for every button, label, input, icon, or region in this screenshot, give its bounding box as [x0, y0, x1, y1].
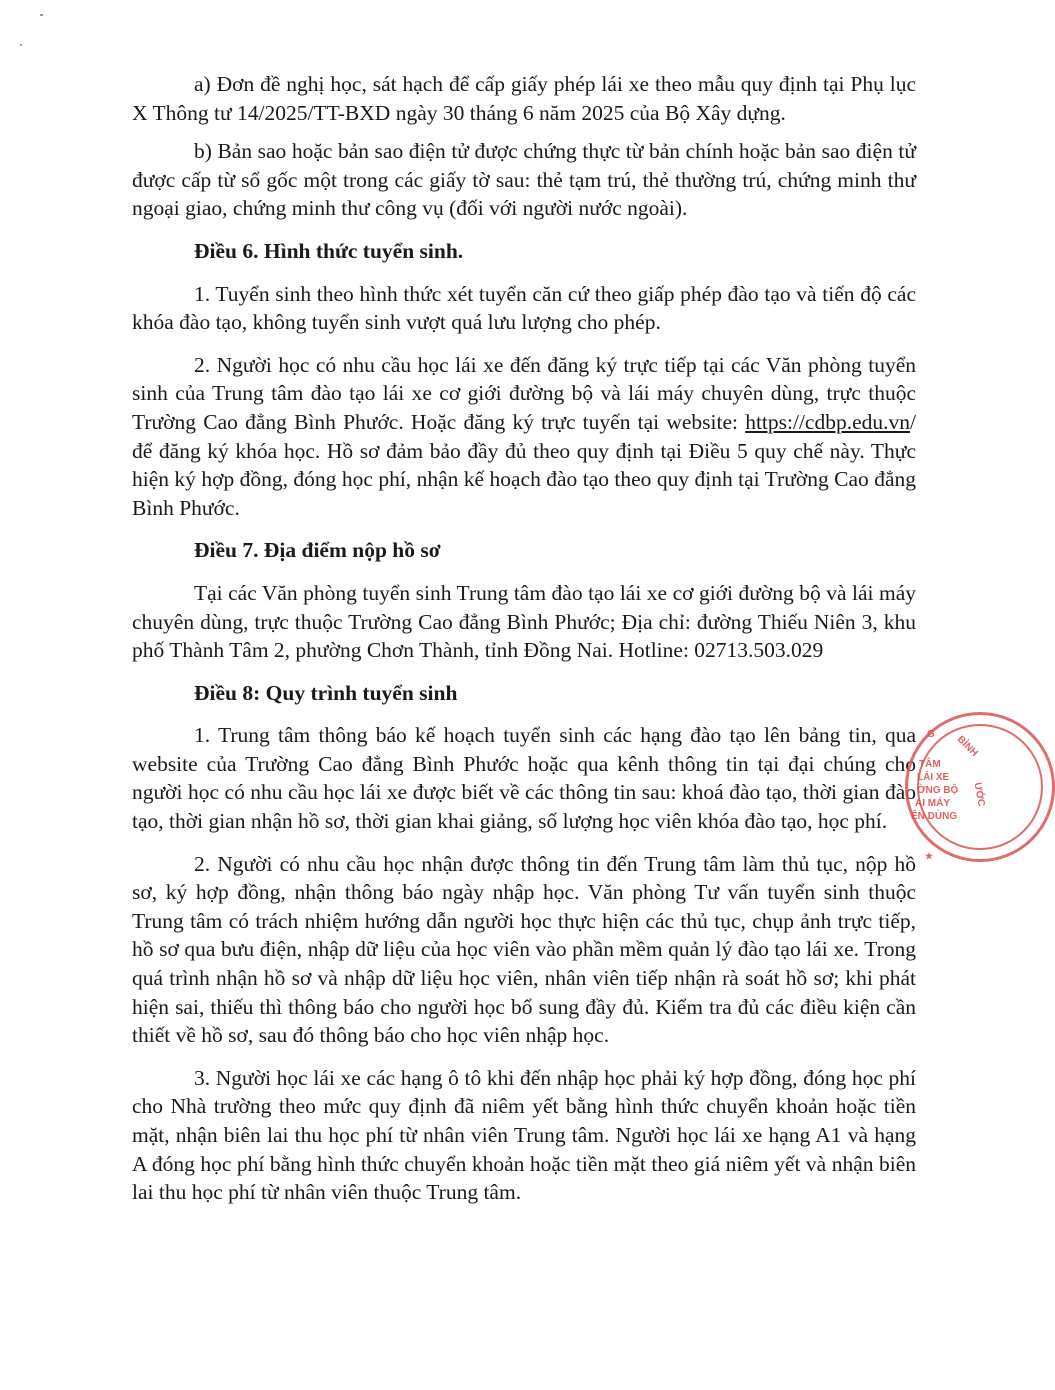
article-8-clause-1: 1. Trung tâm thông báo kế hoạch tuyển sinh các hạng đào tạo lên bảng tin, qua website của Trường Cao đẳng Bình Phước hoặc qua kênh thông tin tại đại chúng cho người học có nhu cầu học lái xe được biết về các thông tin sau: khoá đào tạo, thời gian đào tạo, thời gian nhận hồ sơ, thời gian khai giảng, số lượng học viên khóa đào tạo, học phí. [132, 723, 916, 834]
article-6-heading: Điều 6. Hình thức tuyển sinh. [194, 238, 464, 263]
document-body [132, 70, 916, 1221]
article-8-clause-2: 2. Người có nhu cầu học nhận được thông tin đến Trung tâm làm thủ tục, nộp hồ sơ, ký hợp đồng, nhận thông báo ngày nhập học. Văn phòng Tư vấn tuyển sinh thuộc Trung tâm có trách nhiệm hướng dẫn người học thực hiện các thủ tục, chụp ảnh trực tiếp, hồ sơ qua bưu điện, nhập dữ liệu của học viên vào phần mềm quản lý đào tạo lái xe. Trong quá trình nhận hồ sơ và nhập dữ liệu học viên, nhân viên tiếp nhận rà soát hồ sơ; khi phát hiện sai, thiếu thì thông báo cho người học bổ sung đầy đủ. Kiểm tra đủ các điều kiện cần thiết về hồ sơ, sau đó thông báo cho học viên nhập học. [132, 851, 916, 1048]
seal-text: TÂM [919, 759, 941, 770]
article-6-clause-2-text-end: / để đăng ký khóa học. Hồ sơ đảm bảo đầy đủ theo quy định tại Điều 5 quy chế này. Thực hiện ký hợp đồng, đóng học phí, nhận kế hoạch đào tạo theo quy định tại Trường Cao đẳng Bình Phước. [132, 409, 916, 520]
article-6-clause-2-text: 2. Người học có nhu cầu học lái xe đến đăng ký trực tiếp tại các Văn phòng tuyển sinh của Trung tâm đào tạo lái xe cơ giới đường bộ và lái máy chuyên dùng, trực thuộc Trường Cao đẳng Bình Phước. Hoặc đăng ký trực tuyến tại website: [132, 352, 916, 434]
seal-text: BÌNH [954, 733, 980, 760]
scan-speck [20, 44, 22, 46]
seal-text: ƯỚC [971, 781, 987, 808]
article-8-heading: Điều 8: Quy trình tuyển sinh [194, 680, 458, 705]
article-8-clause-3: 3. Người học lái xe các hạng ô tô khi đến nhập học phải ký hợp đồng, đóng học phí cho Nhà trường theo mức quy định đã niêm yết bằng hình thức chuyển khoản hoặc tiền mặt, nhận biên lai thu học phí từ nhân viên Trung tâm. Người học lái xe hạng A1 và hạng A đóng học phí bằng hình thức chuyển khoản hoặc tiền mặt theo giá niêm yết và nhận biên lai thu học phí từ nhân viên thuộc Trung tâm. [132, 1065, 916, 1205]
article-7-body: Tại các Văn phòng tuyển sinh Trung tâm đào tạo lái xe cơ giới đường bộ và lái máy chuyên dùng, trực thuộc Trường Cao đẳng Bình Phước; Địa chỉ: đường Thiếu Niên 3, khu phố Thành Tâm 2, phường Chơn Thành, tỉnh Đồng Nai. Hotline: 02713.503.029 [132, 580, 916, 663]
official-seal [905, 712, 1035, 872]
seal-star-icon: ★ [925, 851, 934, 861]
paragraph-a: a) Đơn đề nghị học, sát hạch để cấp giấy phép lái xe theo mẫu quy định tại Phụ lục X Thông tư 14/2025/TT-BXD ngày 30 tháng 6 năm 2025 của Bộ Xây dựng. [132, 72, 916, 125]
article-7-heading: Điều 7. Địa điểm nộp hồ sơ [194, 538, 441, 563]
article-6-clause-2 [132, 351, 916, 523]
article-6-clause-1: 1. Tuyển sinh theo hình thức xét tuyển căn cứ theo giấp phép đào tạo và tiến độ các khóa đào tạo, không tuyển sinh vượt quá lưu lượng cho phép. [132, 281, 916, 335]
seal-text: ỜNG BỘ [917, 785, 959, 796]
seal-text: AI MÁY [915, 798, 950, 809]
seal-text: G [927, 729, 935, 740]
seal-text: ÊN DÙNG [911, 811, 958, 822]
website-link[interactable]: https://cdbp.edu.vn [745, 409, 911, 434]
scan-speck [40, 14, 43, 16]
seal-text: LÁI XE [917, 772, 950, 783]
paragraph-b: b) Bản sao hoặc bản sao điện tử được chứng thực từ bản chính hoặc bản sao điện tử được cấp từ sổ gốc một trong các giấy tờ sau: thẻ tạm trú, thẻ thường trú, chứng minh thư ngoại giao, chứng minh thư công vụ (đối với người nước ngoài). [132, 139, 916, 221]
